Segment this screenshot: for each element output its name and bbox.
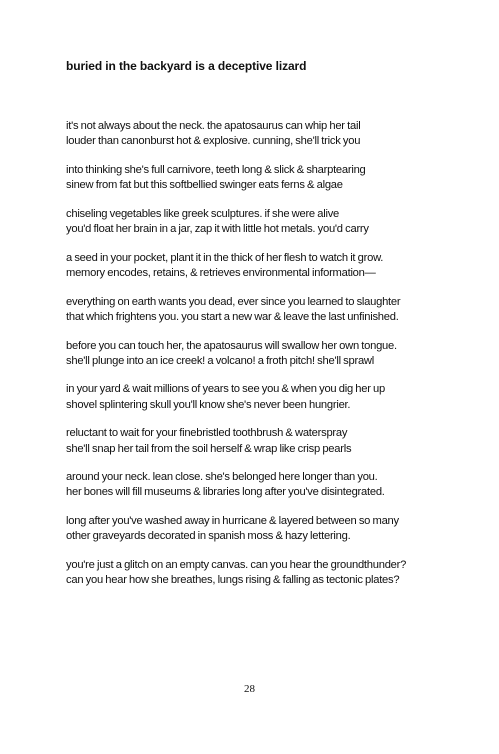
poem-line: memory encodes, retains, & retrieves environmental information— [66, 266, 376, 279]
poem-line: a seed in your pocket, plant it in the thick of her flesh to watch it grow. [66, 251, 384, 264]
poem-line: she'll plunge into an ice creek! a volcano! a froth pitch! she'll sprawl [66, 354, 374, 367]
poem-line: chiseling vegetables like greek sculptures. if she were alive [66, 207, 340, 220]
stanza [66, 207, 436, 237]
stanza [66, 470, 436, 500]
stanza [66, 426, 436, 456]
stanza [66, 163, 436, 193]
poem-line: shovel splintering skull you'll know she's never been hungrier. [66, 398, 351, 411]
stanza [66, 295, 436, 325]
stanza [66, 119, 436, 149]
stanza [66, 558, 436, 588]
poem-line: around your neck. lean close. she's belonged here longer than you. [66, 471, 378, 484]
poem-line: in your yard & wait millions of years to see you & when you dig her up [66, 383, 386, 396]
stanza [66, 382, 436, 412]
poem-line: you'd float her brain in a jar, zap it with little hot metals. you'd carry [66, 223, 369, 236]
poem-title: buried in the backyard is a deceptive lizard [66, 59, 307, 73]
poem-line: louder than canonburst hot & explosive. cunning, she'll trick you [66, 135, 361, 148]
poem-line: long after you've washed away in hurricane & layered between so many [66, 515, 399, 528]
poem-line: that which frightens you. you start a new war & leave the last unfinished. [66, 310, 399, 323]
poem-line: you're just a glitch on an empty canvas. can you hear the groundthunder? [66, 559, 407, 572]
page-number: 28 [244, 683, 255, 695]
poem-line: before you can touch her, the apatosaurus will swallow her own tongue. [66, 339, 397, 352]
poem-line: everything on earth wants you dead, ever since you learned to slaughter [66, 295, 401, 308]
stanza [66, 339, 436, 369]
poem-line: her bones will fill museums & libraries long after you've disintegrated. [66, 486, 385, 499]
stanza [66, 514, 436, 544]
poem-line: reluctant to wait for your finebristled toothbrush & waterspray [66, 427, 348, 440]
poem-line: other graveyards decorated in spanish moss & hazy lettering. [66, 530, 351, 543]
poem-line: sinew from fat but this softbellied swinger eats ferns & algae [66, 179, 343, 192]
poem-line: into thinking she's full carnivore, teeth long & slick & sharptearing [66, 163, 366, 176]
poem-line: can you hear how she breathes, lungs rising & falling as tectonic plates? [66, 574, 400, 587]
poem-line: she'll snap her tail from the soil herself & wrap like crisp pearls [66, 442, 352, 455]
stanza [66, 251, 436, 281]
poem-body [66, 119, 436, 602]
poem-line: it's not always about the neck. the apatosaurus can whip her tail [66, 120, 361, 132]
